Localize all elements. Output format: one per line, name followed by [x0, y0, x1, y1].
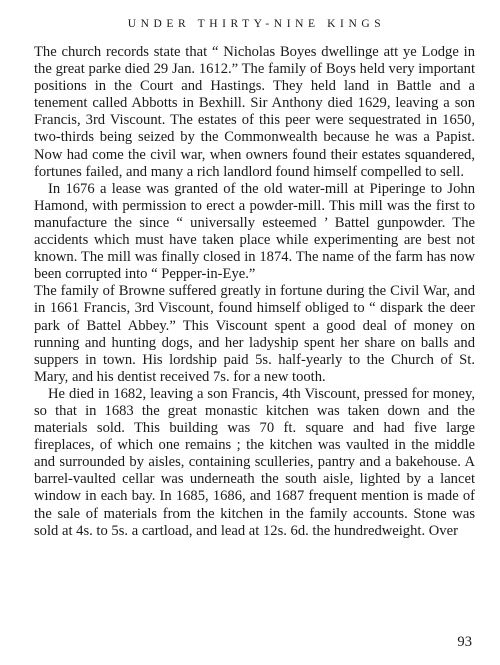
book-page	[34, 17, 475, 657]
page-number: 93	[457, 634, 472, 650]
running-head: UNDER THIRTY-NINE KINGS	[127, 18, 386, 30]
paragraph-browne-family: The family of Browne suffered greatly in fortune during the Civil War, and in 1661 Francis, 3rd Viscount, found himself obliged to “ dispark the deer park of Battel Abbey.” This Viscount spent a good deal of money on running and hunting dogs, and her ladyship spent her share on balls and suppers in town. His lordship paid 5s. half-yearly to the Church of St. Mary, and his dentist received 7s. for a new tooth.	[34, 283, 475, 385]
paragraph-water-mill: In 1676 a lease was granted of the old water-mill at Piperinge to John Hamond, with permission to erect a powder-mill. This mill was the first to manufacture the since “ universally esteemed ’ Battel gunpowder. The accidents which must have taken place while experimenting are best not known. The mill was finally closed in 1874. The name of the farm has now been corrupted into “ Pepper-in-Eye.”	[34, 180, 475, 283]
paragraph-monastic-kitchen: He died in 1682, leaving a son Francis, 4th Viscount, pressed for money, so that in 1683 the great monastic kitchen was taken down and the materials sold. This building was 70 ft. square and had five large fireplaces, of which one remains ; the kitchen was vaulted in the middle and surrounded by aisles, containing sculleries, pantry and a bakehouse. A barrel-vaulted cellar was underneath the south aisle, lighted by a lancet window in each bay. In 1685, 1686, and 1687 frequent mention is made of the sale of materials from the kitchen in the family accounts. Stone was sold at 4s. to 5s. a cartload, and lead at 12s. 6d. the hundredweight. Over	[34, 385, 475, 539]
paragraph-church-records: The church records state that “ Nicholas Boyes dwellinge att ye Lodge in the great parke died 29 Jan. 1612.” The family of Boys held very important positions in the Court and Hastings. They held land in Battle and a tenement called Abbotts in Bexhill. Sir Anthony died 1629, leaving a son Francis, 3rd Viscount. The estates of this peer were sequestrated in 1650, two-thirds being seized by the Commonwealth because he was a Papist. Now had come the civil war, when owners found their estates squandered, fortunes failed, and many a rich landlord found himself compelled to sell.	[34, 44, 475, 180]
